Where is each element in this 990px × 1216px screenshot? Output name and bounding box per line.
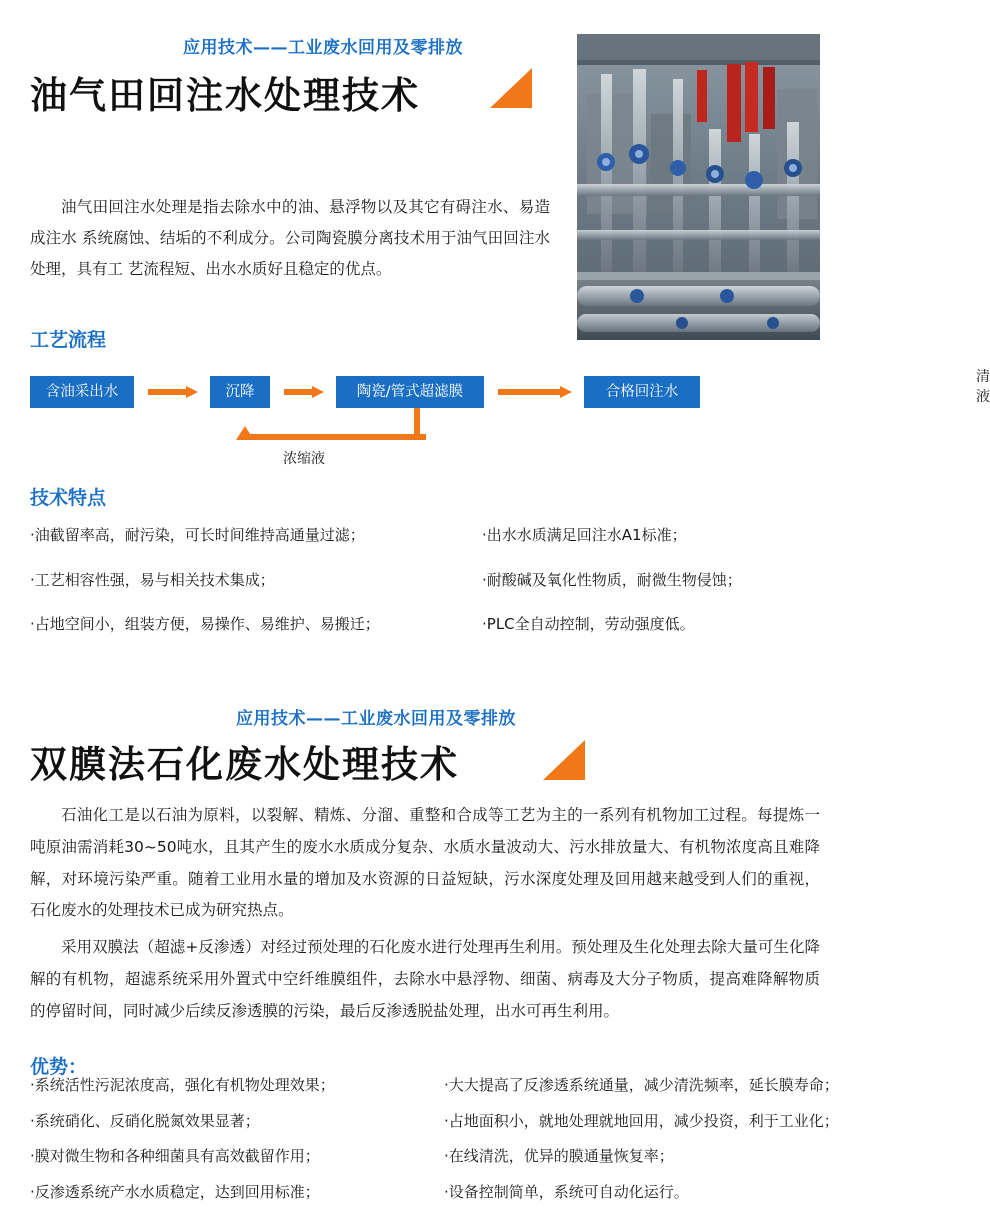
flow-box-oily-produced-water: 含油采出水 bbox=[30, 376, 134, 408]
features-left-column bbox=[30, 524, 450, 658]
section2-title: 双膜法石化废水处理技术 bbox=[30, 743, 459, 786]
features-heading: 技术特点 bbox=[30, 487, 107, 509]
feature-item: ·出水水质满足回注水A1标准； bbox=[482, 526, 687, 544]
feature-item: ·占地空间小，组装方便，易操作、易维护、易搬迁； bbox=[30, 615, 380, 633]
flow-box-settling: 沉降 bbox=[210, 376, 270, 408]
advantage-item: ·反渗透系统产水水质稳定，达到回用标准； bbox=[30, 1182, 320, 1201]
section1-eyebrow: 应用技术——工业废水回用及零排放 bbox=[183, 38, 463, 58]
advantages-right-column bbox=[444, 1074, 844, 1216]
flow-arrow-1 bbox=[148, 386, 198, 398]
section2-paragraph-2: 采用双膜法（超滤+反渗透）对经过预处理的石化废水进行处理再生利用。预处理及生化处理去除大量可生化降解的有机物，超滤系统采用外置式中空纤维膜组件，去除水中悬浮物、细菌、病毒及大分子物质，提高难降解物质的停留时间，同时减少后续反渗透膜的污染，最后反渗透脱盐处理，出水可再生利用。 bbox=[30, 938, 820, 1020]
section2-eyebrow: 应用技术——工业废水回用及零排放 bbox=[236, 709, 516, 729]
section1-title: 油气田回注水处理技术 bbox=[30, 74, 420, 117]
feature-item: ·耐酸碱及氧化性物质，耐微生物侵蚀； bbox=[482, 570, 742, 589]
flow-box-qualified-reinjection-water: 合格回注水 bbox=[584, 376, 700, 408]
advantages-left-column bbox=[30, 1074, 430, 1216]
advantages-heading: 优势： bbox=[30, 1056, 88, 1078]
advantage-item: ·大大提高了反渗透系统通量，减少清洗频率，延长膜寿命； bbox=[444, 1076, 839, 1094]
advantage-item: ·系统活性污泥浓度高，强化有机物处理效果； bbox=[30, 1076, 335, 1094]
section1-paragraph: 油气田回注水处理是指去除水中的油、悬浮物以及其它有碍注水、易造成注水 系统腐蚀、结垢的不利成分。公司陶瓷膜分离技术用于油气田回注水处理，具有工 艺流程短、出水水质好且稳定的优点。 bbox=[30, 198, 550, 278]
flow-arrow-2 bbox=[284, 386, 324, 398]
process-flow-diagram bbox=[30, 369, 990, 472]
flow-label-concentrate: 浓缩液 bbox=[283, 451, 325, 467]
feature-item: ·油截留率高，耐污染，可长时间维持高通量过滤； bbox=[30, 526, 365, 544]
advantage-item: ·在线清洗，优异的膜通量恢复率； bbox=[444, 1147, 674, 1165]
flow-label-clear-liquid: 清液 bbox=[976, 369, 990, 405]
section2-paragraph-1: 石油化工是以石油为原料，以裂解、精炼、分溜、重整和合成等工艺为主的一系列有机物加工过程。每提炼一吨原油需消耗30~50吨水，且其产生的废水水质成分复杂、水质水量波动大、污水排放量大、有机物浓度高且难降解，对环境污染严重。随着工业用水量的增加及水资源的日益短缺，污水深度处理及回用越来越受到人们的重视，石化废水的处理技术已成为研究热点。 bbox=[30, 806, 820, 920]
feature-item: ·PLC全自动控制，劳动强度低。 bbox=[482, 615, 695, 633]
advantage-item: ·膜对微生物和各种细菌具有高效截留作用； bbox=[30, 1147, 320, 1165]
advantage-item: ·占地面积小，就地处理就地回用，减少投资，利于工业化； bbox=[444, 1111, 839, 1130]
features-right-column bbox=[482, 524, 842, 658]
advantage-item: ·设备控制简单，系统可自动化运行。 bbox=[444, 1182, 689, 1201]
orange-triangle-icon-2 bbox=[543, 740, 585, 780]
feature-item: ·工艺相容性强，易与相关技术集成； bbox=[30, 570, 275, 589]
advantage-item: ·系统硝化、反硝化脱氮效果显著； bbox=[30, 1111, 260, 1130]
flow-box-ceramic-membrane: 陶瓷/管式超滤膜 bbox=[336, 376, 484, 408]
industrial-pipes-photo bbox=[577, 34, 820, 340]
flow-recycle-loop bbox=[230, 408, 420, 440]
process-heading: 工艺流程 bbox=[30, 329, 107, 351]
orange-triangle-icon-1 bbox=[490, 68, 532, 108]
